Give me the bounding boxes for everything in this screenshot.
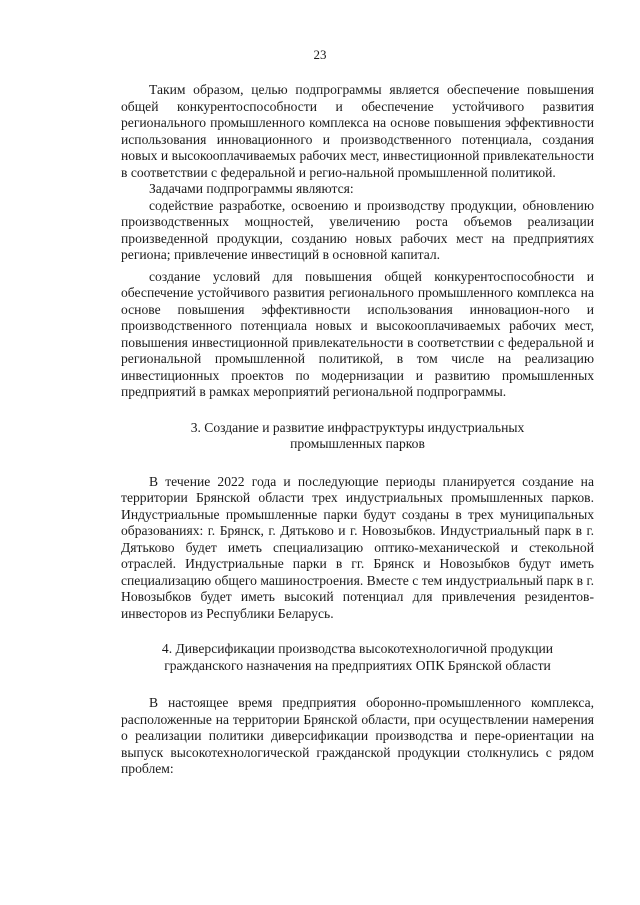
section-3-heading: 3. Создание и развитие инфраструктуры индустриальных промышленных парков — [190, 419, 525, 451]
page-number: 23 — [313, 47, 327, 62]
section-4-paragraph: В настоящее время предприятия оборонно-промышленного комплекса, расположенные на территории Брянской области, при осуществлении намерения о реализации политики диверсификации производства и пере-ориентации на выпуск высокотехнологической гражданской продукции столкнулись с рядом проблем: — [121, 695, 594, 776]
paragraph-tasks-heading: Задачами подпрограммы являются: — [149, 181, 354, 196]
paragraph-task-1: содействие разработке, освоению и производству продукции, обновлению производственных мощностей, увеличению роста объемов реализации произведенной продукции, созданию новых рабочих мест на предприятиях региона; привлечение инвестиций в основной капитал. — [121, 197, 594, 262]
paragraph-goal: Таким образом, целью подпрограммы является обеспечение повышения общей конкурентоспособности и обеспечение устойчивого развития регионального промышленного комплекса на основе повышения эффективности использования инновационного и производственного потенциала, создания новых и высокооплачиваемых рабочих мест, инвестиционной привлекательности в соответствии с федеральной и регио-нальной промышленной политикой. — [121, 82, 594, 180]
section-4-heading: 4. Диверсификации производства высокотехнологичной продукции гражданского назначения на предприятиях ОПК Брянской области — [161, 641, 554, 673]
section-3-paragraph: В течение 2022 года и последующие периоды планируется создание на территории Брянской области трех индустриальных промышленных парков. Индустриальные промышленные парки будут созданы в трех муниципальных образованиях: г. Брянск, г. Дятьково и г. Новозыбков. Индустриальный парк в г. Дятьково будет иметь специализацию оптико-механической и стекольной отраслей. Индустриальные парки в гг. Брянск и Новозыбков будут иметь специализацию общего машиностроения. Вместе с тем индустриальный парк в г. Новозыбков будет иметь высокий потенциал для привлечения резидентов-инвесторов из Республики Беларусь. — [121, 473, 594, 621]
document-body — [121, 82, 594, 778]
paragraph-task-2: создание условий для повышения общей конкурентоспособности и обеспечение устойчивого развития регионального промышленного комплекса на основе повышения эффективности использования инновацион-ного и производственного потенциала новых и высокооплачиваемых рабочих мест, повышения инвестиционной привлекательности в соответствии с федеральной и региональной промышленной политикой, в том числе на реализацию инвестиционных проектов по модернизации и развитию промышленных предприятий в рамках мероприятий региональной подпрограммы. — [121, 268, 594, 399]
